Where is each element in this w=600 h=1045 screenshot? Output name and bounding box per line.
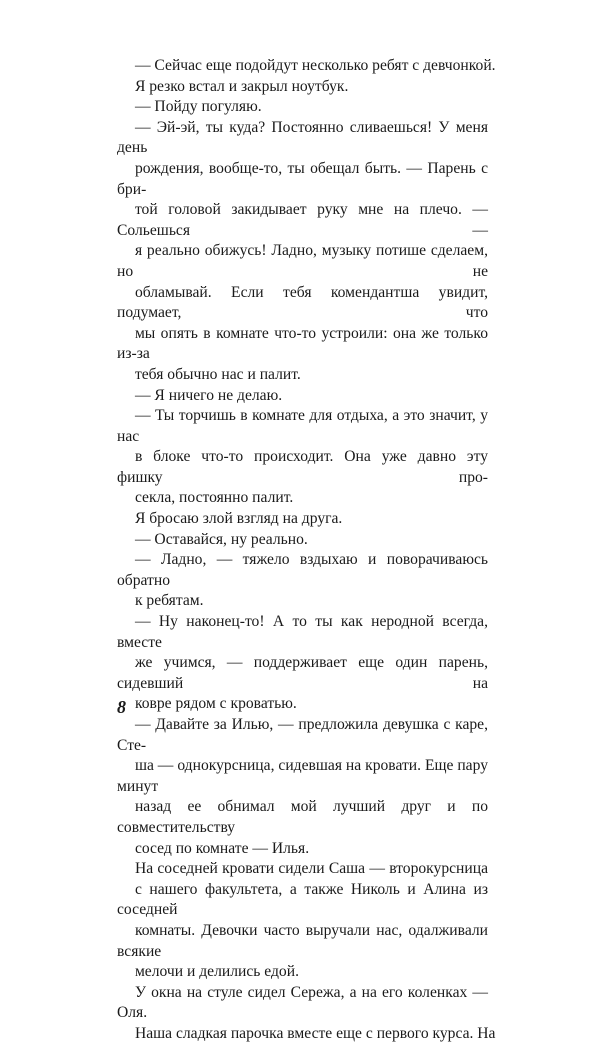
text-line: — Я ничего не делаю. xyxy=(134,386,283,404)
text-line: — Пойду погуляю. xyxy=(134,98,262,116)
text-line: — Ладно, — тяжело вздыхаю и поворачиваюсь обратно xyxy=(117,551,488,589)
text-line: — Сейчас еще подойдут несколько ребят с девчонкой. xyxy=(134,57,496,74)
text-line: Я резко встал и закрыл ноутбук. xyxy=(134,77,349,95)
paragraph xyxy=(117,983,496,1045)
paragraph xyxy=(117,386,488,407)
text-line: к ребятам. xyxy=(134,592,204,610)
text-line: — Эй-эй, ты куда? Постоянно сливаешься! У меня день xyxy=(117,118,488,157)
text-line: секла, постоянно палит. xyxy=(134,489,294,507)
page-number: 8 xyxy=(117,697,126,717)
paragraph xyxy=(117,530,488,551)
text-line: той головой закидывает руку мне на плечо. — Сольешься — xyxy=(117,201,488,239)
text-line: ша — однокурсница, сидевшая на кровати. Еще пару минут xyxy=(117,757,488,795)
paragraph xyxy=(117,118,488,386)
text-line: ковре рядом с кроватью. xyxy=(134,695,297,713)
body-text xyxy=(117,56,496,1045)
text-line: назад ее обнимал мой лучший друг и по совместительству xyxy=(117,798,488,836)
text-line: в блоке что-то происходит. Она уже давно эту фишку про- xyxy=(117,448,488,486)
text-line: я реально обижусь! Ладно, музыку потише сделаем, но не xyxy=(117,242,488,280)
text-line: Наша сладкая парочка вместе еще с первого курса. На xyxy=(134,1024,496,1042)
text-line: — Ты торчишь в комнате для отдыха, а это значит, у нас xyxy=(117,407,488,445)
paragraph xyxy=(117,56,496,77)
paragraph xyxy=(117,77,488,98)
paragraph xyxy=(117,550,488,612)
paragraph xyxy=(117,859,488,983)
text-line: же учимся, — поддерживает еще один парень, сидевший на xyxy=(117,654,488,692)
text-line: мы опять в комнате что-то устроили: она же только из-за xyxy=(117,324,488,363)
text-line: У окна на стуле сидел Сережа, а на его коленках — Оля. xyxy=(117,983,488,1022)
text-line: комнаты. Девочки часто выручали нас, одалживали всякие xyxy=(117,921,488,960)
text-line: тебя обычно нас и палит. xyxy=(134,365,301,383)
paragraph xyxy=(117,97,488,118)
text-line: с нашего факультета, а также Николь и Алина из соседней xyxy=(117,880,488,919)
text-line: обламывай. Если тебя комендантша увидит, подумает, что xyxy=(117,283,488,322)
paragraph xyxy=(117,509,488,530)
text-line: мелочи и делились едой. xyxy=(134,963,299,981)
text-line: рождения, вообще-то, ты обещал быть. — Парень с бри- xyxy=(117,159,488,198)
text-line: На соседней кровати сидели Саша — второкурсница xyxy=(134,860,488,878)
text-line: — Оставайся, ну реально. xyxy=(134,530,308,548)
text-line: — Ну наконец-то! А то ты как неродной всегда, вместе xyxy=(117,613,488,651)
paragraph xyxy=(117,715,488,859)
text-line: сосед по комнате — Илья. xyxy=(134,839,310,857)
text-line: Я бросаю злой взгляд на друга. xyxy=(134,510,343,528)
paragraph xyxy=(117,612,488,715)
paragraph xyxy=(117,406,488,509)
text-line: — Давайте за Илью, — предложила девушка с каре, Сте- xyxy=(117,716,488,754)
